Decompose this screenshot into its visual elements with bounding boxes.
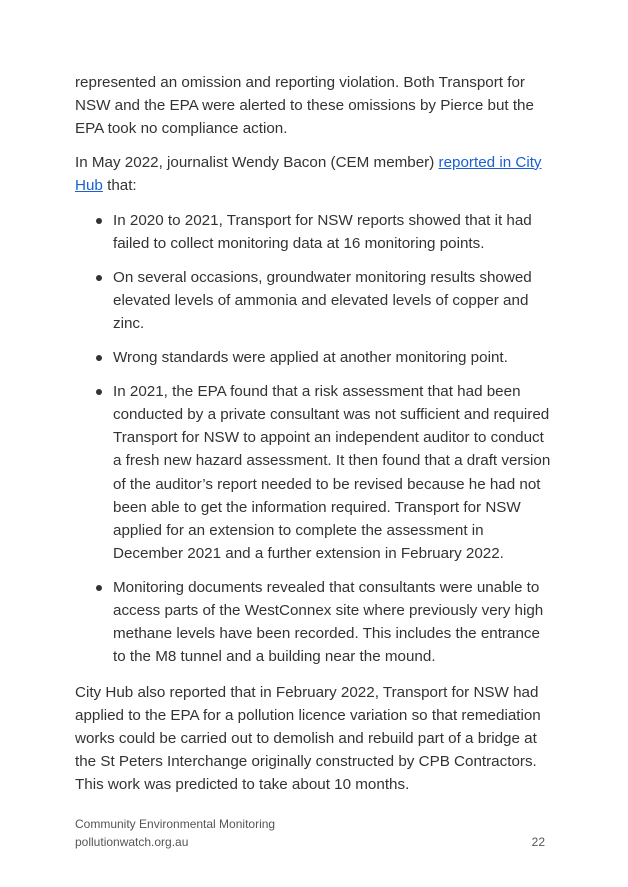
list-item-text: Wrong standards were applied at another monitoring point. [113,349,508,367]
list-item-text: In 2021, the EPA found that a risk assessment that had been conducted by a private consultant was not sufficient and required Transport for NSW to appoint an independent auditor to conduct a fresh new hazard assessment. It then found that a draft version of the auditor’s report needed to be revised because he had not been able to get the information required. Transport for NSW applied for an extension to complete the assessment in December 2021 and a further extension in February 2022. [113,382,551,563]
paragraph-city-hub-intro [75,151,555,197]
bullet-icon [96,355,102,361]
list-item-text: In 2020 to 2021, Transport for NSW reports showed that it had failed to collect monitoring data at 16 monitoring points. [113,212,532,253]
intro-text: In May 2022, journalist Wendy Bacon (CEM member) [75,153,439,171]
findings-list [75,209,555,669]
list-item [75,209,555,255]
city-hub-link[interactable]: reported in City Hub [75,153,542,194]
footer-website: pollutionwatch.org.au [75,835,189,849]
document-body [75,71,555,797]
list-item [75,266,555,336]
bullet-icon [96,275,102,281]
paragraph-omission: represented an omission and reporting violation. Both Transport for NSW and the EPA were alerted to these omissions by Pierce but the EPA took no compliance action. [75,74,534,138]
footer-org-name: Community Environmental Monitoring [75,817,276,831]
intro-text-end: that: [102,176,137,194]
bullet-icon [96,389,102,395]
bullet-icon [96,585,102,591]
list-item [75,380,555,566]
list-item [75,576,555,669]
page-number: 22 [531,835,545,849]
list-item-text: Monitoring documents revealed that consultants were unable to access parts of the WestConnex site where previously very high methane levels have been recorded. This includes the entrance to the M8 tunnel and a building near the mound. [113,578,544,666]
list-item [75,346,555,369]
page-footer [75,815,545,851]
paragraph-licence-variation: City Hub also reported that in February 2022, Transport for NSW had applied to the EPA for a pollution licence variation so that remediation works could be carried out to demolish and rebuild part of a bridge at the St Peters Interchange originally constructed by CPB Contractors. This work was predicted to take about 10 months. [75,683,541,794]
bullet-icon [96,218,102,224]
list-item-text: On several occasions, groundwater monitoring results showed elevated levels of ammonia and elevated levels of copper and zinc. [113,268,532,333]
